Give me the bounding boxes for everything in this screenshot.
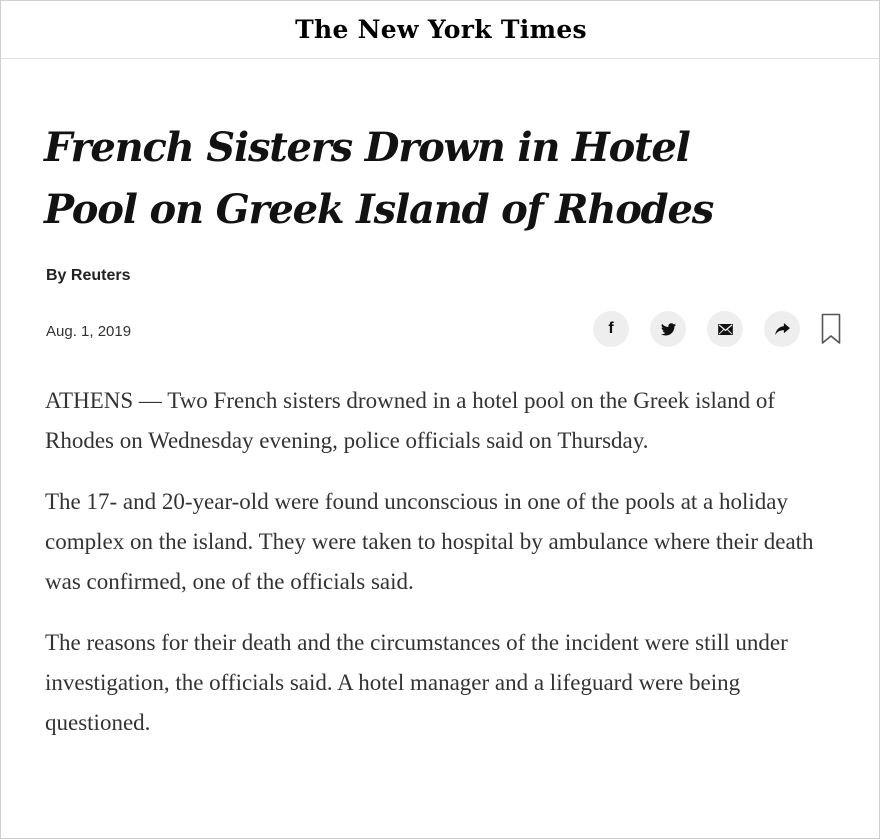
article-body — [45, 381, 845, 764]
twitter-icon — [661, 323, 676, 336]
email-share-button[interactable] — [707, 311, 743, 347]
share-toolbar — [593, 311, 842, 347]
facebook-icon: f — [608, 320, 614, 337]
article-paragraph: The 17- and 20-year-old were found unconscious in one of the pools at a holiday complex on the island. They were taken to hospital by ambulance where their death was confirmed, one of the officials said. — [45, 489, 814, 594]
article-paragraph: The reasons for their death and the circumstances of the incident were still under investigation, the officials said. A hotel manager and a lifeguard were being questioned. — [45, 630, 788, 735]
masthead — [1, 1, 879, 59]
article-byline: By Reuters — [46, 267, 131, 284]
facebook-share-button[interactable] — [593, 311, 629, 347]
more-share-button[interactable] — [764, 311, 800, 347]
article-headline: French Sisters Drown in Hotel Pool on Greek Island of Rhodes — [44, 124, 714, 233]
article-paragraph: ATHENS — Two French sisters drowned in a hotel pool on the Greek island of Rhodes on Wednesday evening, police officials said on Thursday. — [45, 388, 776, 453]
nyt-logo[interactable]: The New York Times — [295, 15, 587, 44]
bookmark-icon — [821, 313, 841, 345]
share-arrow-icon — [775, 323, 790, 336]
save-article-button[interactable] — [820, 312, 842, 346]
article-date: Aug. 1, 2019 — [46, 323, 132, 340]
email-icon — [718, 324, 733, 335]
twitter-share-button[interactable] — [650, 311, 686, 347]
